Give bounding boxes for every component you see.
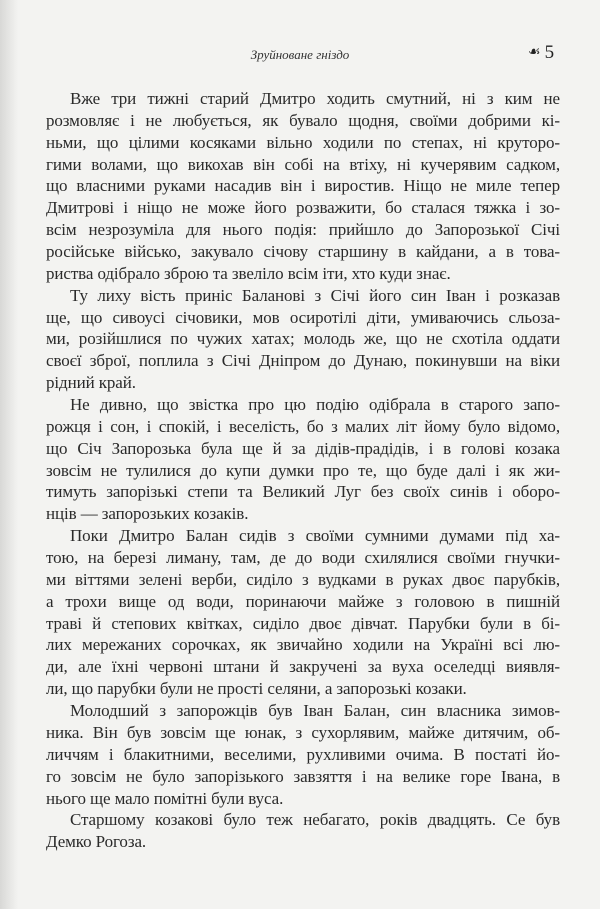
fleuron-icon: ☙ — [528, 45, 541, 60]
text-line: Старшому козакові було теж небагато, років двадцять. Се був — [70, 810, 560, 830]
text-line: ди, але їхні червоні штани й закручені за вуха оселедці виявля- — [46, 657, 560, 677]
text-line: зовсім не тулилися до купи думки про те, що буде далі і як жи- — [46, 460, 560, 480]
text-line: ника. Він був зовсім ще юнак, з сухорлявим, майже дитячим, об- — [46, 722, 560, 742]
text-line: нього ще мало помітні були вуса. — [46, 788, 284, 808]
text-line: рідний край. — [46, 373, 136, 393]
paragraph — [46, 809, 560, 853]
text-line: риства одібрало зброю та звеліло всім іти, хто куди знає. — [46, 263, 451, 283]
text-line: Поки Дмитро Балан сидів з своїми сумними думами під ха- — [70, 526, 560, 546]
text-line: Ту лиху вість приніс Баланові з Січі його син Іван і розказав — [70, 285, 560, 305]
text-line: ньми, що цілими косяками вільно ходили по степах, ні круторо- — [46, 132, 560, 152]
text-line: розмовляє і не любується, як бувало щодня, своїми добрими кі- — [46, 110, 560, 130]
text-line: тою, на березі лиману, там, де до води схилялися своїми гнучки- — [46, 548, 560, 568]
text-line: Не дивно, що звістка про цю подію одібрала в старого запо- — [70, 395, 560, 415]
page-number-block — [528, 42, 554, 64]
text-line: ми віттями зелені верби, сиділо з вудками в руках двоє парубків, — [46, 569, 560, 589]
page-edge-shadow — [0, 0, 18, 909]
paragraph — [46, 700, 560, 809]
text-line: ми, розійшлися по чужих хатах; молодь же, що не схотіла оддати — [46, 329, 560, 349]
text-line: своєї зброї, поплила з Січі Дніпром до Дунаю, покинувши на віки — [46, 351, 560, 371]
text-line: що Січ Запорозька була ще й за дідів-прадідів, і в голові козака — [46, 438, 560, 458]
text-line: що власними руками насадив він і виростив. Ніщо не миле тепер — [46, 176, 560, 196]
text-line: ли, що парубки були не прості селяни, а запорозькі козаки. — [46, 679, 467, 699]
paragraph — [46, 285, 560, 394]
text-line: Демко Рогоза. — [46, 832, 147, 852]
paragraph — [46, 394, 560, 525]
text-line: личчям і блакитними, веселими, рухливими очима. В постаті йо- — [46, 744, 560, 764]
text-line: Молодший з запорожців був Іван Балан, син власника зимов- — [70, 701, 560, 721]
text-line: Вже три тижні старий Дмитро ходить смутний, ні з ким не — [70, 89, 560, 108]
text-line: гими волами, що викохав він собі на втіху, ні кучерявим садком, — [46, 154, 560, 174]
text-line: ще, що сивоусі січовики, мов осиротілі діти, умиваючись сльоза- — [46, 307, 560, 327]
text-line: траві й степових квітках, сиділо двоє дівчат. Парубки були в бі- — [46, 613, 560, 633]
text-line: лих мережаних сорочках, як звичайно ходили на Україні всі лю- — [46, 635, 560, 655]
running-title: Зруйноване гніздо — [250, 47, 350, 62]
page-number: 5 — [544, 42, 555, 63]
text-line: а трохи вище од води, поринаючи майже з головою в пишній — [46, 591, 560, 611]
paragraph — [46, 88, 560, 285]
text-line: нців — запорозьких козаків. — [46, 504, 249, 524]
text-line: Дмитрові і ніщо не може його розважити, бо сталася тяжка і зо- — [46, 198, 560, 218]
text-line: рожця і сон, і спокій, і веселість, бо з малих літ йому було відомо, — [46, 416, 560, 436]
text-line: всім незрозуміла для нього подія: прийшло до Запорозької Січі — [46, 220, 560, 240]
body-text — [46, 88, 560, 853]
text-line: російське військо, закувало січову старшину в кайдани, а в това- — [46, 242, 560, 262]
text-line: тимуть запорізькі степи та Великий Луг без своїх синів і оборо- — [46, 482, 560, 502]
paragraph — [46, 525, 560, 700]
text-line: го зовсім не було запорізького завзяття і на велике горе Івана, в — [46, 766, 560, 786]
